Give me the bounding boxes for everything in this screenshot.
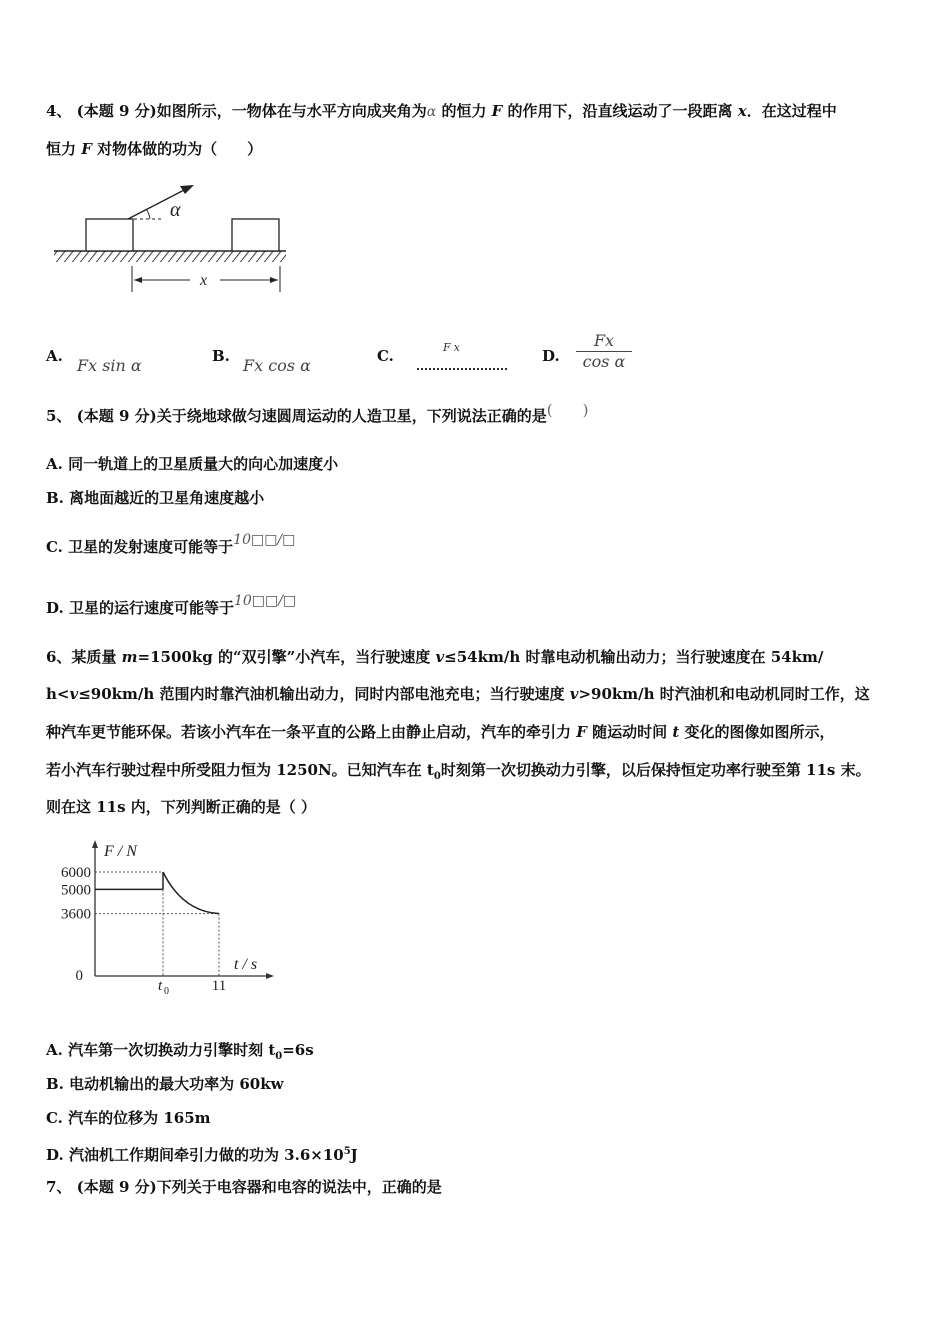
q4-option-c[interactable]: C. <box>377 347 394 365</box>
q7-stem: 7、 (本题 9 分)下列关于电容器和电容的说法中，正确的是 <box>46 1178 442 1196</box>
q4-figure <box>50 180 290 300</box>
q6-stem-line1: 6、某质量 m=1500kg 的“双引擎”小汽车，当行驶速度 v≤54km/h 时靠电动机输出动力；当行驶速度在 54km/ <box>46 648 824 666</box>
figure-alpha-label: α <box>170 199 181 221</box>
q6-stem-line4: 若小汽车行驶过程中所受阻力恒为 1250N。已知汽车在 $t_0$时刻第一次切换动力引擎，以后保持恒定功率行驶至第 11s 末。 <box>46 761 871 782</box>
velocity-expr: 10□□/□ <box>233 593 297 609</box>
q4-option-d-numerator: Fx <box>593 331 615 350</box>
block-end <box>232 219 279 251</box>
dim-arrow-right <box>270 277 278 283</box>
q6-option-c[interactable]: C. 汽车的位移为 165m <box>46 1109 211 1127</box>
q4-option-b[interactable]: B. <box>212 347 230 365</box>
q6-option-a[interactable]: A. 汽车第一次切换动力引擎时刻 $t_0=6s$ <box>46 1041 314 1062</box>
q6-option-b[interactable]: B. 电动机输出的最大功率为 60kw <box>46 1075 284 1093</box>
q6-stem-line5: 则在这 11s 内，下列判断正确的是（ ） <box>46 798 316 816</box>
q6-stem-line2: h<v≤90km/h 范围内时靠汽油机输出动力，同时内部电池充电；当行驶速度 v>90km/h 时汽油机和电动机同时工作，这 <box>46 685 870 703</box>
figure-x-label: x <box>200 272 208 289</box>
x-tick-subscript: 0 <box>164 986 169 997</box>
q6-stem-line3: 种汽车更节能环保。若该小汽车在一条平直的公路上由静止启动，汽车的牵引力 F 随运动时间 t 变化的图像如图所示， <box>46 723 835 741</box>
x-tick-label: 0 <box>75 968 83 984</box>
velocity-expr: 10□□/□ <box>233 532 296 548</box>
answer-paren: ( ) <box>546 401 589 419</box>
q5-option-b[interactable]: B. 离地面越近的卫星角速度越小 <box>46 489 265 507</box>
q4-option-b-expr: Fx cos α <box>243 356 311 375</box>
x-axis-label: t / s <box>234 956 258 973</box>
force-time-chart <box>46 834 276 1000</box>
q4-option-c-garbled-bar <box>417 368 507 370</box>
angle-arc <box>146 209 150 219</box>
force-arrowhead <box>180 185 194 194</box>
q6-option-d[interactable]: D. 汽油机工作期间牵引力做的功为 $3.6\times 10^5J$ <box>46 1146 358 1164</box>
dim-arrow-left <box>134 277 142 283</box>
q4-stem-line1: 4、 (本题 9 分)如图所示，一物体在与水平方向成夹角为α 的恒力 F 的作用下，沿直线运动了一段距离 x．在这过程中 <box>46 102 837 120</box>
y-axis-label: F / N <box>104 843 137 860</box>
q4-option-d-fraction <box>574 331 634 372</box>
x-tick-label: t <box>158 978 163 994</box>
q4-option-c-garbled-num: Fx <box>443 341 463 354</box>
block-start <box>86 219 133 251</box>
series-segment-curve <box>163 872 219 914</box>
q5-option-a[interactable]: A. 同一轨道上的卫星质量大的向心加速度小 <box>46 455 339 473</box>
x-axis-arrow <box>266 973 274 979</box>
q4-option-a[interactable]: A. <box>46 347 63 365</box>
y-tick-label: 5000 <box>61 882 91 899</box>
q4-option-c-fraction <box>415 341 510 374</box>
x-tick-label: 11 <box>211 978 227 994</box>
q5-option-d[interactable]: D. 卫星的运行速度可能等于10□□/□ <box>46 593 297 617</box>
q4-option-d[interactable]: D. <box>542 347 560 365</box>
y-tick-label: 6000 <box>61 865 91 881</box>
y-tick-label: 3600 <box>61 906 91 923</box>
q4-option-d-denominator: cos α <box>582 352 626 371</box>
q4-option-a-expr: Fx sin α <box>77 356 142 375</box>
q5-option-c[interactable]: C. 卫星的发射速度可能等于10□□/□ <box>46 532 296 556</box>
q5-stem: 5、 (本题 9 分)关于绕地球做匀速圆周运动的人造卫星，下列说法正确的是( ) <box>46 401 589 425</box>
ground-hatch <box>54 251 286 262</box>
q4-stem-line2: 恒力 F 对物体做的功为（ ） <box>46 140 263 158</box>
alpha-symbol: α <box>426 104 437 120</box>
y-axis-arrow <box>92 840 98 848</box>
